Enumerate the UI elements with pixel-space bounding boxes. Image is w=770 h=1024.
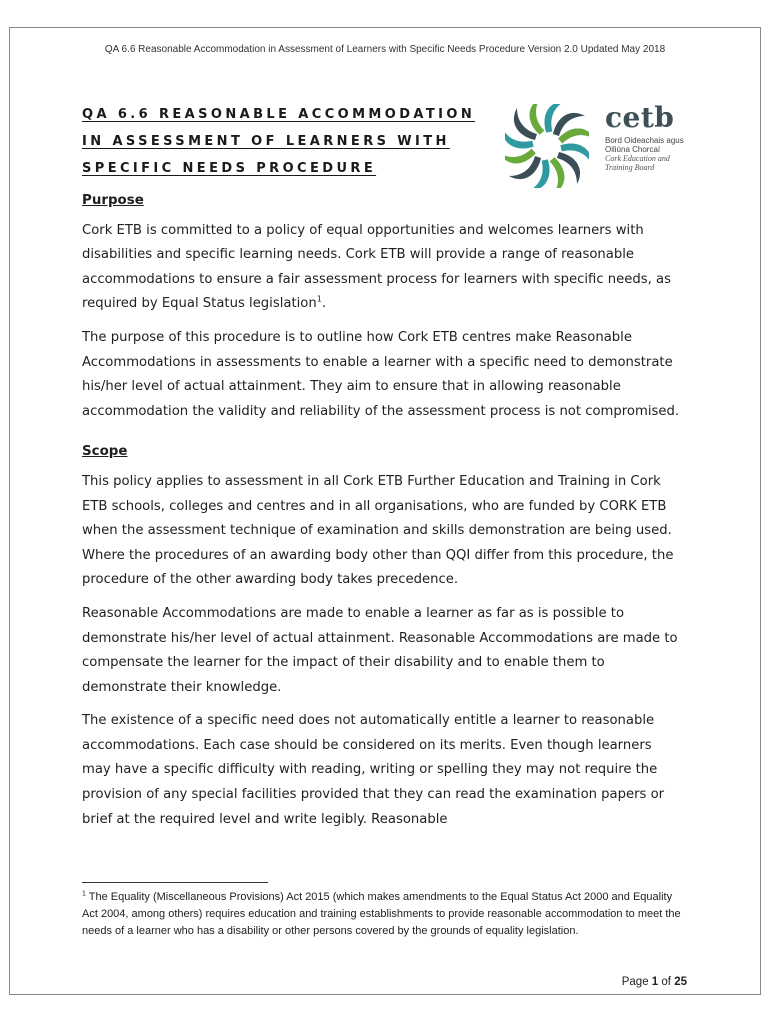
brand-name: cetb <box>605 101 675 134</box>
scope-heading: Scope <box>82 444 128 460</box>
body-content <box>82 189 682 841</box>
brand-irish-line-2: Oiliúna Chorcaí <box>605 145 661 154</box>
document-title <box>82 101 482 182</box>
title-line-1: QA 6.6 REASONABLE ACCOMMODATION <box>82 107 476 122</box>
title-line-2: IN ASSESSMENT OF LEARNERS WITH <box>82 134 450 149</box>
brand-irish-line-1: Bord Oideachais agus <box>605 136 684 145</box>
footnote-divider <box>82 882 268 883</box>
footnote-text: The Equality (Miscellaneous Provisions) Act 2015 (which makes amendments to the Equal Status Act 2000 and Equality Act 2004, among others) requires education and training establishments to provide reasonable accommodation to meet the needs of a learner who has a disability or other persons covered by the grounds of equality legislation. <box>82 891 681 938</box>
purpose-heading: Purpose <box>82 193 144 208</box>
brand-english-line-1: Cork Education and <box>605 154 670 163</box>
scope-paragraph-3: The existence of a specific need does not automatically entitle a learner to reasonable accommodations. Each case should be considered on its merits. Even though learners may have a specific difficulty with reading, writing or spelling they may not require the provision of any special facilities provided that they can read the examination papers or brief at the required level and write legibly. Reasonable <box>82 713 665 827</box>
title-line-3: SPECIFIC NEEDS PROCEDURE <box>82 161 377 176</box>
page-number: Page 1 of 25 <box>621 976 687 988</box>
purpose-paragraph-1: Cork ETB is committed to a policy of equal opportunities and welcomes learners with disabilities and specific learning needs. Cork ETB will provide a range of reasonable accommodations to ensure a fair assessment process for learners with specific needs, as required by Equal Status legislation$^1$. <box>82 222 671 312</box>
scope-paragraph-1: This policy applies to assessment in all Cork ETB Further Education and Training in Cork ETB schools, colleges and centres and in all organisations, who are funded by CORK ETB when the assessment technique of examination and skills demonstration are being used. Where the procedures of an awarding body other than QQI differ from this procedure, the procedure of the other awarding body takes precedence. <box>82 473 674 588</box>
swirl-logo-icon <box>505 104 589 188</box>
running-header: QA 6.6 Reasonable Accommodation in Assessment of Learners with Specific Needs Procedure Version 2.0 Updated May 2018 <box>104 44 666 55</box>
scope-paragraph-2: Reasonable Accommodations are made to enable a learner as far as is possible to demonstrate his/her level of actual attainment. Reasonable Accommodations are made to compensate the learner for the impact of their disability and to enable them to demonstrate their knowledge. <box>82 605 678 695</box>
footnote <box>82 889 682 941</box>
footnote-number: 1 <box>82 890 86 898</box>
brand-english-line-2: Training Board <box>605 163 655 172</box>
footnote-ref: 1 <box>316 294 322 304</box>
cetb-logo <box>505 100 705 180</box>
logo-wordmark <box>605 100 684 172</box>
purpose-paragraph-2: The purpose of this procedure is to outline how Cork ETB centres make Reasonable Accommodations in assessments to enable a learner with a specific need to demonstrate his/her level of actual attainment. They aim to ensure that in allowing reasonable accommodation the validity and reliability of the assessment process is not compromised. <box>82 329 680 419</box>
